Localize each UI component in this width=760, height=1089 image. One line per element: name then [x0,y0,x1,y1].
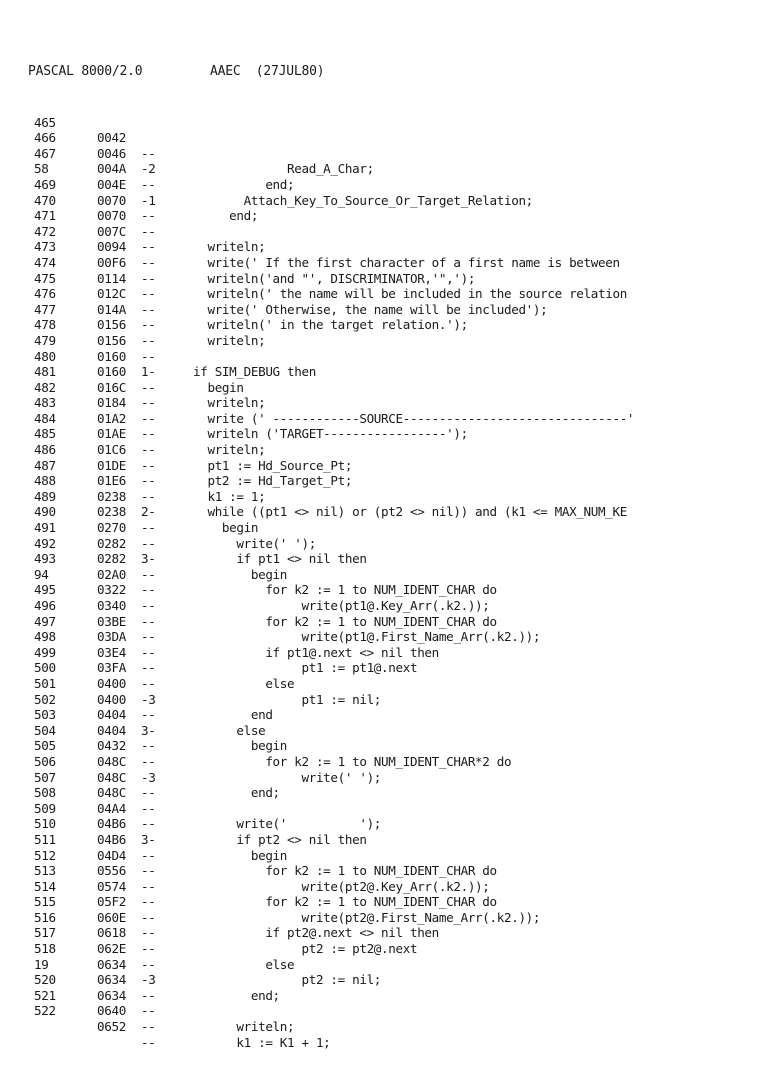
line-number: 490 [34,504,56,520]
line-number: 467 [34,145,56,161]
nesting-level: -- [141,566,156,582]
nesting-level: -- [141,317,156,333]
source-code: begin [193,738,288,754]
address: 0070 [97,192,126,208]
line-number: 19 [34,956,49,972]
source-code: if pt1 <> nil then [193,551,367,567]
nesting-level: -- [141,987,156,1003]
address: 007C [97,223,126,239]
line-number: 491 [34,520,56,536]
source-code: write(' If the first character of a first name is between [193,254,620,270]
source-code: write(pt2@.Key_Arr(.k2.)); [193,878,490,894]
address: 0070 [97,208,126,224]
nesting-level: 3- [141,831,156,847]
source-code: if SIM_DEBUG then [193,364,316,380]
nesting-level: -- [141,816,156,832]
nesting-level: -- [141,629,156,645]
nesting-level: -- [141,348,156,364]
address: 01E6 [97,473,126,489]
nesting-level: -- [141,878,156,894]
nesting-level: -- [141,208,156,224]
nesting-level: -- [141,254,156,270]
address: 012C [97,286,126,302]
source-code: if pt2 <> nil then [193,831,367,847]
nesting-level: -- [141,753,156,769]
line-number: 474 [34,254,56,270]
address: 03E4 [97,644,126,660]
address: 0404 [97,722,126,738]
nesting-level: -- [141,1034,156,1050]
source-code: begin [193,379,244,395]
address: 0404 [97,707,126,723]
address: 048C [97,785,126,801]
line-number: 492 [34,535,56,551]
line-number: 500 [34,660,56,676]
address: 01C6 [97,442,126,458]
address: 0156 [97,317,126,333]
address: 0114 [97,270,126,286]
source-code: pt2 := pt2@.next [193,941,418,957]
line-number: 488 [34,473,56,489]
line-number: 482 [34,379,56,395]
source-code: writeln(' the name will be included in the source relation [193,286,627,302]
address: 004E [97,176,126,192]
source-code: if pt2@.next <> nil then [193,925,439,941]
address: 0282 [97,535,126,551]
compiler-header: PASCAL 8000/2.0 [28,64,143,79]
nesting-level: -- [141,941,156,957]
nesting-level: -- [141,738,156,754]
address: 0556 [97,863,126,879]
address: 0238 [97,488,126,504]
line-number: 479 [34,332,56,348]
line-number: 521 [34,987,56,1003]
nesting-level: -- [141,286,156,302]
address: 0282 [97,551,126,567]
address: 03DA [97,629,126,645]
nesting-level: -- [141,426,156,442]
source-code: pt2 := nil; [193,972,382,988]
source-code: for k2 := 1 to NUM_IDENT_CHAR do [193,894,497,910]
source-code: writeln; [193,1019,295,1035]
address: 04B6 [97,831,126,847]
address: 062E [97,941,126,957]
line-number: 481 [34,364,56,380]
nesting-level: -- [141,598,156,613]
address: 0156 [97,332,126,348]
address: 02A0 [97,566,126,582]
line-number: 518 [34,941,56,957]
address: 0184 [97,395,126,411]
source-code: write(pt1@.First_Name_Arr(.k2.)); [193,629,541,645]
nesting-level: -- [141,1003,156,1019]
nesting-level: -- [141,410,156,426]
line-number: 516 [34,909,56,925]
source-code: pt1 := pt1@.next [193,660,418,676]
source-code: for k2 := 1 to NUM_IDENT_CHAR*2 do [193,753,512,769]
address: 01DE [97,457,126,473]
source-code: write(' '); [193,816,382,832]
line-number: 471 [34,208,56,224]
nesting-level: -- [141,488,156,504]
line-number: 470 [34,192,56,208]
nesting-level: -- [141,145,156,161]
source-code: else [193,675,295,691]
source-code: while ((pt1 <> nil) or (pt2 <> nil)) and (k1 <= MAX_NUM_KE [193,504,627,520]
source-code: write(pt2@.First_Name_Arr(.k2.)); [193,909,541,925]
source-listing [0,99,760,1050]
nesting-level: -- [141,442,156,458]
line-number: 496 [34,598,56,613]
source-code: k1 := 1; [193,488,266,504]
line-number: 502 [34,691,56,707]
address: 01AE [97,426,126,442]
nesting-level: -- [141,863,156,879]
line-number: 465 [34,114,56,130]
address: 05F2 [97,894,126,910]
address: 03BE [97,613,126,629]
address: 0160 [97,348,126,364]
address: 014A [97,301,126,317]
source-code: else [193,722,266,738]
source-code: write(' '); [193,535,316,551]
line-number: 58 [34,161,49,177]
nesting-level: -3 [141,972,156,988]
source-code: Read_A_Char; [193,161,374,177]
address: 04B6 [97,816,126,832]
line-number: 517 [34,925,56,941]
nesting-level: -- [141,223,156,239]
nesting-level: -- [141,925,156,941]
line-number: 489 [34,488,56,504]
nesting-level: -- [141,613,156,629]
source-code: write (' ------------SOURCE-------------------------------' [193,410,635,426]
nesting-level: -- [141,707,156,723]
nesting-level: -- [141,894,156,910]
line-number: 466 [34,130,56,146]
nesting-level: -- [141,535,156,551]
line-number: 510 [34,816,56,832]
source-code: writeln; [193,395,266,411]
nesting-level: -- [141,473,156,489]
line-number: 499 [34,644,56,660]
source-code: k1 := K1 + 1; [193,1034,331,1050]
nesting-level: -- [141,582,156,598]
line-number: 508 [34,785,56,801]
address: 0618 [97,925,126,941]
source-code: write(' '); [193,769,382,785]
line-number: 475 [34,270,56,286]
line-number: 477 [34,301,56,317]
source-code: end; [193,987,280,1003]
source-code: begin [193,520,259,536]
line-number: 515 [34,894,56,910]
nesting-level: -- [141,660,156,676]
line-number: 483 [34,395,56,411]
nesting-level: -- [141,395,156,411]
nesting-level: -3 [141,769,156,785]
nesting-level: 3- [141,722,156,738]
address: 0238 [97,504,126,520]
address: 0400 [97,691,126,707]
source-code: writeln(' in the target relation.'); [193,317,468,333]
line-number: 522 [34,1003,56,1019]
nesting-level: -- [141,176,156,192]
line-number: 480 [34,348,56,364]
address: 0094 [97,239,126,255]
line-number: 485 [34,426,56,442]
address: 0574 [97,878,126,894]
address: 0640 [97,1003,126,1019]
source-code: pt1 := nil; [193,691,382,707]
line-number: 472 [34,223,56,239]
nesting-level: -- [141,457,156,473]
nesting-level: -- [141,675,156,691]
line-number: 513 [34,863,56,879]
line-number: 514 [34,878,56,894]
nesting-level: -- [141,270,156,286]
program-info-header: AAEC (27JUL80) [210,64,325,79]
nesting-level: -1 [141,192,156,208]
address: 01A2 [97,410,126,426]
nesting-level: -- [141,847,156,863]
nesting-level: -- [141,332,156,348]
address: 048C [97,769,126,785]
line-number: 507 [34,769,56,785]
source-code: for k2 := 1 to NUM_IDENT_CHAR do [193,863,497,879]
nesting-level: 3- [141,551,156,567]
address: 0634 [97,956,126,972]
source-code: if pt1@.next <> nil then [193,644,439,660]
source-code: else [193,956,295,972]
line-number: 520 [34,972,56,988]
line-number: 511 [34,831,56,847]
address: 048C [97,753,126,769]
address: 060E [97,909,126,925]
nesting-level: -- [141,239,156,255]
address: 0634 [97,987,126,1003]
nesting-level: -- [141,1019,156,1035]
nesting-level: -- [141,800,156,816]
line-number: 493 [34,551,56,567]
source-code: for k2 := 1 to NUM_IDENT_CHAR do [193,613,497,629]
source-code: writeln; [193,442,266,458]
source-code: end; [193,208,259,224]
address: 0160 [97,364,126,380]
source-code: writeln; [193,332,266,348]
line-number: 476 [34,286,56,302]
source-code: begin [193,566,288,582]
line-number: 505 [34,738,56,754]
source-code: pt1 := Hd_Source_Pt; [193,457,353,473]
line-number: 469 [34,176,56,192]
line-number: 486 [34,442,56,458]
line-number: 504 [34,722,56,738]
nesting-level: -- [141,956,156,972]
address: 016C [97,379,126,395]
nesting-level: -- [141,785,156,801]
line-number: 503 [34,707,56,723]
source-code: writeln ('TARGET-----------------'); [193,426,468,442]
source-code: pt2 := Hd_Target_Pt; [193,473,353,489]
source-code: Attach_Key_To_Source_Or_Target_Relation; [193,192,533,208]
source-code: for k2 := 1 to NUM_IDENT_CHAR do [193,582,497,598]
source-code: write(' Otherwise, the name will be included'); [193,301,548,317]
nesting-level: -- [141,520,156,536]
nesting-level: -3 [141,691,156,707]
address: 0046 [97,145,126,161]
address: 0400 [97,675,126,691]
nesting-level: 2- [141,504,156,520]
source-code: begin [193,847,288,863]
nesting-level: -- [141,909,156,925]
nesting-level: -2 [141,161,156,177]
source-code: end; [193,785,280,801]
address: 0432 [97,738,126,754]
address: 0340 [97,598,126,613]
line-number: 512 [34,847,56,863]
line-number: 478 [34,317,56,333]
address: 04D4 [97,847,126,863]
address: 04A4 [97,800,126,816]
line-number: 484 [34,410,56,426]
nesting-level: -- [141,644,156,660]
source-code: writeln; [193,239,266,255]
line-number: 501 [34,675,56,691]
address: 004A [97,161,126,177]
address: 0322 [97,582,126,598]
nesting-level: 1- [141,364,156,380]
address: 0042 [97,130,126,146]
source-code: writeln('and "', DISCRIMINATOR,'",'); [193,270,476,286]
address: 00F6 [97,254,126,270]
address: 0652 [97,1019,126,1035]
address: 0634 [97,972,126,988]
source-code: write(pt1@.Key_Arr(.k2.)); [193,598,490,613]
nesting-level: -- [141,379,156,395]
nesting-level: -- [141,301,156,317]
source-code: end [193,707,273,723]
line-number: 495 [34,582,56,598]
address: 0270 [97,520,126,536]
line-number: 509 [34,800,56,816]
line-number: 473 [34,239,56,255]
line-number: 487 [34,457,56,473]
line-number: 506 [34,753,56,769]
line-number: 497 [34,613,56,629]
line-number: 94 [34,566,49,582]
address: 03FA [97,660,126,676]
source-code: end; [193,176,295,192]
line-number: 498 [34,629,56,645]
